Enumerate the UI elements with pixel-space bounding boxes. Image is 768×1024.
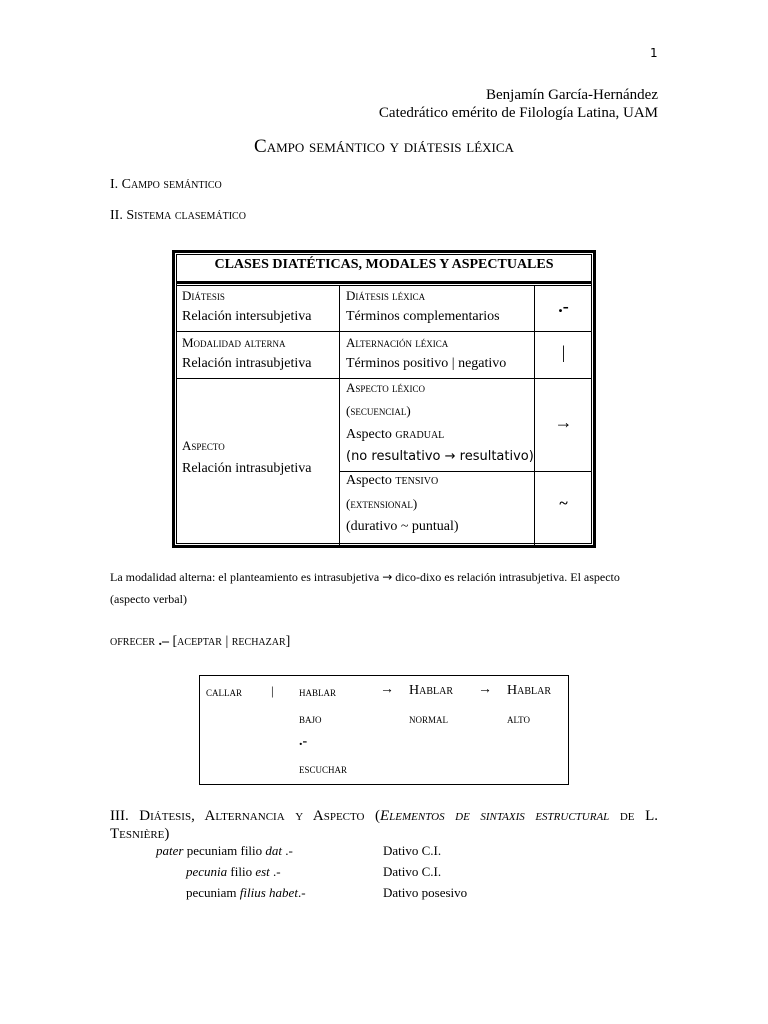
arrow-icon: → (382, 570, 393, 584)
box-bar: | (271, 683, 274, 698)
row1-mid-title: Diátesis léxica (346, 288, 426, 303)
row1-symbol: .- (558, 296, 569, 316)
example-2: pecunia filio est .- (186, 864, 281, 879)
box-arrow-2: → (478, 682, 492, 697)
row3b-line3: (durativo ~ puntual) (346, 519, 459, 534)
document-title: Campo semántico y diátesis léxica (254, 136, 514, 157)
section-3-heading-line-2: Tesnière) (110, 826, 170, 842)
box-hablar-3: Hablar (507, 683, 552, 698)
author-name: Benjamín García-Hernández (486, 87, 658, 103)
author-block (379, 86, 658, 122)
row3a-line1: Aspecto léxico (346, 380, 425, 395)
row3a-symbol: → (554, 412, 573, 432)
row3a-line4: (no resultativo → resultativo) (346, 449, 534, 464)
box-arrow-1: → (380, 682, 394, 697)
table-header: CLASES DIATÉTICAS, MODALES Y ASPECTUALES (214, 257, 554, 272)
page-number: 1 (650, 46, 658, 60)
section-1-heading: I. Campo semántico (110, 177, 222, 192)
row2-left-sub: Relación intrasubjetiva (182, 356, 312, 371)
paragraph-line-1: La modalidad alterna: el planteamiento es intrasubjetiva → dico-dixo es relación intrasubjetiva. El aspecto (110, 570, 620, 584)
row3-left-sub: Relación intrasubjetiva (182, 461, 312, 476)
section-3-heading-line-1: III. Diátesis, Alternancia y Aspecto (Elementos de sintaxis estructural de L. (110, 808, 658, 824)
box-escuchar: escuchar (299, 761, 348, 776)
row3b-symbol: ~ (559, 495, 568, 512)
example-1-label: Dativo C.I. (383, 843, 442, 858)
row1-left-title: Diátesis (182, 288, 225, 303)
box-normal: normal (409, 711, 449, 726)
row3a-line2: (secuencial) (346, 403, 411, 418)
ofrecer-line: ofrecer .– [aceptar | rechazar] (110, 634, 291, 649)
row2-mid-sub: Términos positivo | negativo (346, 356, 507, 371)
row1-mid-sub: Términos complementarios (346, 309, 500, 324)
box-alto: alto (507, 711, 531, 726)
row2-symbol: | (561, 342, 566, 362)
box-dotdash: .- (299, 734, 308, 749)
box-hablar-1: hablar (299, 684, 337, 699)
row3-left-title: Aspecto (182, 438, 225, 453)
paragraph-line-2: (aspecto verbal) (110, 592, 187, 606)
author-role: Catedrático emérito de Filología Latina, UAM (378, 105, 658, 121)
row3a-line3: Aspecto gradual (346, 427, 445, 442)
row1-left-sub: Relación intersubjetiva (182, 309, 312, 324)
row2-left-title: Modalidad alterna (182, 335, 286, 350)
example-2-label: Dativo C.I. (383, 864, 442, 879)
row3b-line2: (extensional) (346, 496, 418, 511)
section-2-heading: II. Sistema clasemático (110, 208, 246, 223)
row3b-line1: Aspecto tensivo (346, 473, 439, 488)
row2-mid-title: Alternación léxica (346, 335, 449, 350)
example-3: pecuniam filius habet.- (186, 885, 306, 900)
box-bajo: bajo (299, 711, 322, 726)
box-callar: callar (206, 684, 242, 699)
box-hablar-2: Hablar (409, 683, 454, 698)
example-3-label: Dativo posesivo (383, 885, 468, 900)
example-1: pater pecuniam filio dat .- (156, 843, 293, 858)
